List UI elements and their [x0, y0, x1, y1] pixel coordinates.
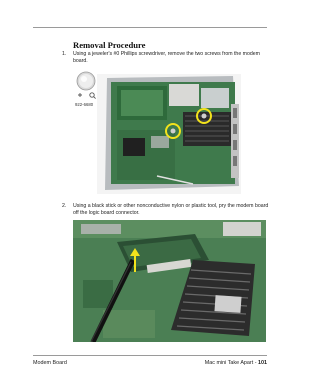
section-title: Removal Procedure [73, 40, 146, 50]
logic-board-photo [97, 74, 241, 194]
tool-part-number: 922-6680 [75, 102, 94, 107]
footer-doc-title: Mac mini Take Apart - [204, 360, 258, 366]
step-text: Using a jeweler's #0 Phillips screwdriver, remove the two screws from the modem board. [73, 51, 260, 65]
page-number: 101 [258, 360, 267, 366]
header-rule [33, 27, 267, 28]
step-number: 1. [62, 51, 67, 57]
step-number: 2. [62, 203, 67, 209]
footer-rule [33, 355, 267, 356]
footer-page-info [205, 360, 267, 366]
step-text: Using a black stick or other nonconductive nylon or plastic tool, pry the modem board off the logic board connector. [73, 203, 269, 217]
modem-board-photo [73, 220, 266, 342]
footer-section-name: Modem Board [33, 360, 67, 366]
